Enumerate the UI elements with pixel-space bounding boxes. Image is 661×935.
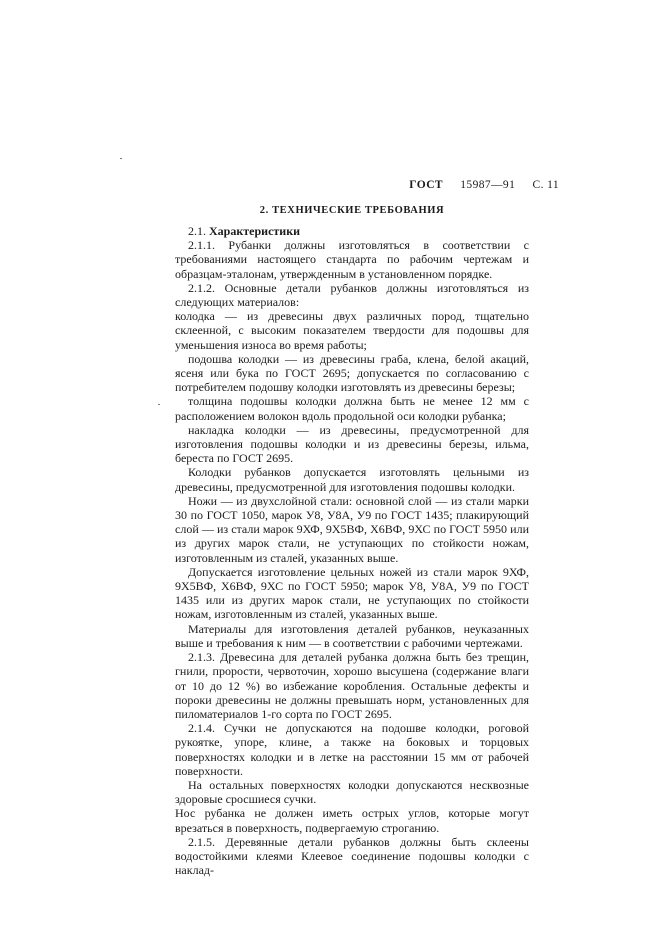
section-title: 2. ТЕХНИЧЕСКИЕ ТРЕБОВАНИЯ (259, 205, 445, 216)
paragraph: 2.1.5. Деревянные детали рубанков должны быть склеены водостойкими клеями Клеевое соединение подошвы колодки с наклад- (175, 834, 529, 878)
paragraph: подошва колодки — из древесины граба, клена, белой акаций, ясеня или бука по ГОСТ 2695; допускается по согласованию с потребителем подошву колодки изготовлять из древесины березы; (175, 351, 529, 395)
paragraph: На остальных поверхностях колодки допускаются несквозные здоровые сросшиеся сучки. (175, 777, 529, 807)
subsection-number: 2.1. (188, 224, 206, 238)
subsection-title: Характеристики (209, 224, 301, 238)
paragraph: Допускается изготовление цельных ножей из стали марок 9ХФ, 9Х5ВФ, Х6ВФ, 9ХС по ГОСТ 5950; марок У8, У8А, У9 по ГОСТ 1435 или из других марок стали, не уступающих по стойкости ножам, изготовленным из сталей, указанных выше. (175, 564, 529, 622)
scan-speck (120, 158, 122, 159)
paragraph: Нос рубанка не должен иметь острых углов, которые могут врезаться в поверхность, подвергаемую строганию. (175, 806, 529, 835)
subsection-heading (175, 224, 529, 238)
page-header (409, 179, 559, 191)
paragraph: 2.1.4. Сучки не допускаются на подошве колодки, роговой рукоятке, упоре, клине, а также на боковых и торцовых поверхностях колодки и в летке на расстоянии 15 мм от рабочей поверхности. (175, 721, 529, 778)
scan-speck (158, 404, 160, 405)
paragraph: Колодки рубанков допускается изготовлять цельными из древесины, предусмотренной для изготовления подошвы колодки. (175, 465, 529, 494)
paragraph: Материалы для изготовления деталей рубанков, неуказанных выше и требования к ним — в соответствии с рабочими чертежами. (175, 621, 529, 650)
header-standard: ГОСТ (409, 179, 443, 191)
paragraph: толщина подошвы колодки должна быть не менее 12 мм с расположением волокон вдоль продольной оси колодки рубанка; (175, 394, 529, 423)
header-page-number: С. 11 (532, 179, 559, 191)
paragraph: Ножи — из двухслойной стали: основной слой — из стали марки 30 по ГОСТ 1050, марок У8, У8А, У9 по ГОСТ 1435; плакирующий слой — из стали марок 9ХФ, 9Х5ВФ, Х6ВФ, 9ХС по ГОСТ 5950 или из других марок стали, не уступающих по стойкости ножам, изготовленным из сталей, указанных выше. (175, 493, 529, 565)
body-text (175, 224, 529, 877)
paragraph: накладка колодки — из древесины, предусмотренной для изготовления подошвы колодки и из древесины березы, ильма, береста по ГОСТ 2695. (175, 422, 529, 466)
paragraph: 2.1.1. Рубанки должны изготовляться в соответствии с требованиями настоящего стандарта по рабочим чертежам и образцам-эталонам, утвержденным в установленном порядке. (175, 238, 529, 281)
paragraph: 2.1.3. Древесина для деталей рубанка должна быть без трещин, гнили, прорости, червоточин, хорошо высушена (содержание влаги от 10 до 12 %) во избежание коробления. Остальные дефекты и пороки древесины не должны превышать норм, установленных для пиломатериалов 1-го сорта по ГОСТ 2695. (175, 650, 529, 721)
paragraph: колодка — из древесины двух различных пород, тщательно склеенной, с высоким показателем твердости для подошвы для уменьшения износа во время работы; (175, 309, 529, 352)
paragraph: 2.1.2. Основные детали рубанков должны изготовляться из следующих материалов: (175, 280, 529, 310)
header-number: 15987—91 (460, 179, 516, 191)
